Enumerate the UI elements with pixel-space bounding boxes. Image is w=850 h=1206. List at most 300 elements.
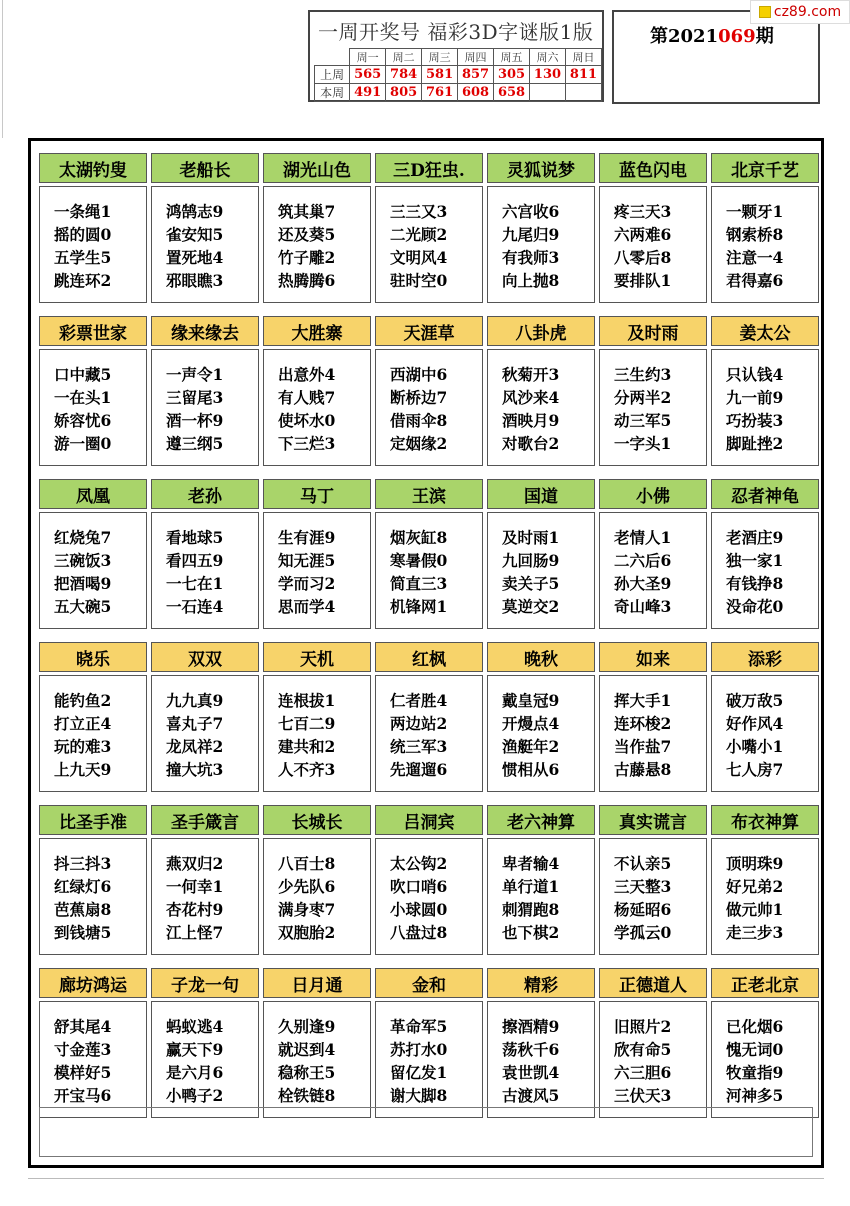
riddle-line: 筑其巢7 — [278, 202, 336, 221]
riddle-card — [487, 968, 595, 1120]
card-author: 彩票世家 — [39, 316, 147, 346]
card-riddles — [151, 1001, 259, 1118]
riddle-card — [151, 479, 259, 631]
riddle-line: 杏花村9 — [166, 900, 224, 919]
riddle-line: 走三步3 — [726, 923, 784, 942]
this-week-label: 本周 — [315, 84, 350, 102]
riddle-card — [39, 642, 147, 794]
draw-number: 565 — [350, 66, 386, 84]
riddle-line: 满身枣7 — [278, 900, 336, 919]
riddle-card — [151, 968, 259, 1120]
riddle-line: 卑者输4 — [502, 854, 560, 873]
riddle-card — [375, 805, 483, 957]
card-riddles — [375, 1001, 483, 1118]
riddle-line: 九回肠9 — [502, 551, 560, 570]
riddle-line: 三天整3 — [614, 877, 672, 896]
riddle-line: 留亿发1 — [390, 1063, 448, 1082]
riddle-line: 定姻缘2 — [390, 434, 448, 453]
riddle-line: 模样好5 — [54, 1063, 112, 1082]
card-author: 姜太公 — [711, 316, 819, 346]
draw-number: 805 — [386, 84, 422, 102]
riddle-line: 出意外4 — [278, 365, 336, 384]
card-author: 大胜寨 — [263, 316, 371, 346]
draw-number — [530, 84, 566, 102]
card-riddles — [39, 186, 147, 303]
logo-text: cz89.com — [773, 4, 842, 20]
riddle-line: 二光顾2 — [390, 225, 448, 244]
riddle-line: 江上怪7 — [166, 923, 224, 942]
card-riddles — [487, 675, 595, 792]
card-author: 凤凰 — [39, 479, 147, 509]
riddle-line: 九尾归9 — [502, 225, 560, 244]
riddle-card — [599, 153, 707, 305]
card-author: 晚秋 — [487, 642, 595, 672]
card-author: 比圣手准 — [39, 805, 147, 835]
card-riddles — [263, 675, 371, 792]
card-riddles — [487, 1001, 595, 1118]
card-author: 太湖钓叟 — [39, 153, 147, 183]
card-author: 正老北京 — [711, 968, 819, 998]
issue-suffix: 期 — [755, 26, 774, 47]
riddle-line: 喜丸子7 — [166, 714, 224, 733]
riddle-card — [599, 642, 707, 794]
riddle-line: 红绿灯6 — [54, 877, 112, 896]
riddle-line: 三碗饭3 — [54, 551, 112, 570]
riddle-card — [39, 805, 147, 957]
riddle-card — [487, 479, 595, 631]
riddle-card — [375, 316, 483, 468]
card-riddles — [375, 512, 483, 629]
riddle-card — [263, 805, 371, 957]
card-author: 北京千艺 — [711, 153, 819, 183]
card-author: 马丁 — [263, 479, 371, 509]
card-author: 老孙 — [151, 479, 259, 509]
riddle-line: 三生约3 — [614, 365, 672, 384]
card-riddles — [151, 838, 259, 955]
riddle-line: 当作盐7 — [614, 737, 672, 756]
card-riddles — [263, 512, 371, 629]
riddle-line: 统三军3 — [390, 737, 448, 756]
riddle-line: 就迟到4 — [278, 1040, 336, 1059]
riddle-line: 断桥边7 — [390, 388, 448, 407]
draw-number: 581 — [422, 66, 458, 84]
riddle-card — [599, 316, 707, 468]
riddle-line: 知无涯5 — [278, 551, 336, 570]
riddle-line: 苏打水0 — [390, 1040, 448, 1059]
riddle-line: 是六月6 — [166, 1063, 224, 1082]
riddle-line: 有人贱7 — [278, 388, 336, 407]
riddle-line: 六三胆6 — [614, 1063, 672, 1082]
card-riddles — [263, 838, 371, 955]
card-author: 老六神算 — [487, 805, 595, 835]
riddle-line: 酒映月9 — [502, 411, 560, 430]
riddle-line: 向上抛8 — [502, 271, 560, 290]
riddle-line: 驻时空0 — [390, 271, 448, 290]
card-author: 双双 — [151, 642, 259, 672]
card-riddles — [263, 1001, 371, 1118]
riddle-line: 古藤悬8 — [614, 760, 672, 779]
riddle-card — [599, 805, 707, 957]
riddle-card — [711, 805, 819, 957]
draw-number: 608 — [458, 84, 494, 102]
riddle-line: 寒暑假0 — [390, 551, 448, 570]
riddle-line: 擦酒精9 — [502, 1017, 560, 1036]
riddle-line: 小鸭子2 — [166, 1086, 224, 1105]
draw-number: 491 — [350, 84, 386, 102]
riddle-line: 看地球5 — [166, 528, 224, 547]
riddle-card — [263, 479, 371, 631]
card-riddles — [151, 349, 259, 466]
riddle-line: 脚趾挫2 — [726, 434, 784, 453]
day-label: 周五 — [494, 49, 530, 66]
riddle-line: 渔艇年2 — [502, 737, 560, 756]
draw-number: 305 — [494, 66, 530, 84]
riddle-line: 两边站2 — [390, 714, 448, 733]
riddle-line: 看四五9 — [166, 551, 224, 570]
riddle-line: 燕双归2 — [166, 854, 224, 873]
card-author: 真实谎言 — [599, 805, 707, 835]
riddle-line: 九一前9 — [726, 388, 784, 407]
riddle-card — [487, 805, 595, 957]
riddle-line: 好兄弟2 — [726, 877, 784, 896]
riddle-line: 一条绳1 — [54, 202, 112, 221]
riddle-line: 开熳点4 — [502, 714, 560, 733]
card-author: 红枫 — [375, 642, 483, 672]
card-riddles — [487, 186, 595, 303]
riddle-line: 七人房7 — [726, 760, 784, 779]
card-author: 湖光山色 — [263, 153, 371, 183]
riddle-line: 还及葵5 — [278, 225, 336, 244]
last-week-row — [315, 66, 602, 84]
day-label: 周一 — [350, 49, 386, 66]
panel-title: 一周开奖号 福彩3D字谜版1版 — [318, 20, 594, 44]
riddle-line: 酒一杯9 — [166, 411, 224, 430]
footer-strip — [39, 1107, 813, 1157]
riddle-line: 牧童指9 — [726, 1063, 784, 1082]
card-riddles — [711, 512, 819, 629]
riddle-card — [263, 316, 371, 468]
day-label: 周日 — [565, 49, 601, 66]
riddle-card — [151, 316, 259, 468]
riddle-line: 机锋网1 — [390, 597, 448, 616]
left-edge-rule — [0, 0, 3, 138]
riddle-line: 栓铁链8 — [278, 1086, 336, 1105]
riddle-line: 杨延昭6 — [614, 900, 672, 919]
riddle-line: 老情人1 — [614, 528, 672, 547]
riddle-line: 置死地4 — [166, 248, 224, 267]
card-riddles — [375, 186, 483, 303]
draw-number: 761 — [422, 84, 458, 102]
riddle-board — [28, 138, 824, 1168]
riddle-line: 到钱塘5 — [54, 923, 112, 942]
card-riddles — [599, 512, 707, 629]
riddle-card — [151, 153, 259, 305]
riddle-line: 先遛遛6 — [390, 760, 448, 779]
riddle-card — [151, 805, 259, 957]
riddle-card — [599, 968, 707, 1120]
riddle-card — [39, 479, 147, 631]
riddle-line: 风沙来4 — [502, 388, 560, 407]
riddle-card — [487, 642, 595, 794]
logo-square-icon — [759, 6, 771, 18]
riddle-line: 愧无词0 — [726, 1040, 784, 1059]
riddle-line: 寸金莲3 — [54, 1040, 112, 1059]
riddle-line: 巧扮装3 — [726, 411, 784, 430]
card-author: 如来 — [599, 642, 707, 672]
card-riddles — [711, 1001, 819, 1118]
card-riddles — [599, 186, 707, 303]
riddle-line: 刺猬跑8 — [502, 900, 560, 919]
riddle-line: 欣有命5 — [614, 1040, 672, 1059]
riddle-card — [39, 968, 147, 1120]
riddle-line: 游一圈0 — [54, 434, 112, 453]
riddle-line: 疼三天3 — [614, 202, 672, 221]
card-riddles — [711, 675, 819, 792]
riddle-card — [487, 316, 595, 468]
riddle-line: 仁者胜4 — [390, 691, 448, 710]
riddle-line: 不认亲5 — [614, 854, 672, 873]
riddle-line: 有我师3 — [502, 248, 560, 267]
card-riddles — [375, 838, 483, 955]
riddle-line: 单行道1 — [502, 877, 560, 896]
card-riddles — [487, 512, 595, 629]
riddle-line: 顶明珠9 — [726, 854, 784, 873]
riddle-line: 热腾腾6 — [278, 271, 336, 290]
card-riddles — [39, 512, 147, 629]
card-author: 三D狂虫. — [375, 153, 483, 183]
riddle-line: 遵三纲5 — [166, 434, 224, 453]
riddle-line: 娇容忧6 — [54, 411, 112, 430]
riddle-card — [375, 479, 483, 631]
card-author: 灵狐说梦 — [487, 153, 595, 183]
riddle-line: 六两难6 — [614, 225, 672, 244]
riddle-line: 太公钩2 — [390, 854, 448, 873]
card-author: 蓝色闪电 — [599, 153, 707, 183]
card-author: 子龙一句 — [151, 968, 259, 998]
riddle-line: 对歌台2 — [502, 434, 560, 453]
riddle-line: 有钱挣8 — [726, 574, 784, 593]
riddle-line: 八零后8 — [614, 248, 672, 267]
riddle-line: 旧照片2 — [614, 1017, 672, 1036]
riddle-line: 一七在1 — [166, 574, 224, 593]
riddle-line: 八百士8 — [278, 854, 336, 873]
riddle-line: 竹子雕2 — [278, 248, 336, 267]
riddle-line: 六宫收6 — [502, 202, 560, 221]
riddle-line: 少先队6 — [278, 877, 336, 896]
riddle-line: 连根拔1 — [278, 691, 336, 710]
riddle-line: 龙凤祥2 — [166, 737, 224, 756]
riddle-line: 莫逆交2 — [502, 597, 560, 616]
issue-panel — [612, 10, 820, 104]
riddle-line: 五学生5 — [54, 248, 112, 267]
riddle-line: 邪眼瞧3 — [166, 271, 224, 290]
riddle-line: 撞大坑3 — [166, 760, 224, 779]
card-riddles — [711, 838, 819, 955]
card-riddles — [151, 512, 259, 629]
card-author: 金和 — [375, 968, 483, 998]
riddle-line: 学孤云0 — [614, 923, 672, 942]
riddle-card — [263, 968, 371, 1120]
riddle-line: 小嘴小1 — [726, 737, 784, 756]
riddle-line: 卖关子5 — [502, 574, 560, 593]
riddle-line: 只认钱4 — [726, 365, 784, 384]
riddle-line: 好作风4 — [726, 714, 784, 733]
riddle-line: 学而习2 — [278, 574, 336, 593]
riddle-line: 简直三3 — [390, 574, 448, 593]
riddle-line: 钢索桥8 — [726, 225, 784, 244]
riddle-line: 没命花0 — [726, 597, 784, 616]
riddle-card — [263, 642, 371, 794]
site-logo[interactable] — [750, 0, 850, 24]
riddle-line: 一何幸1 — [166, 877, 224, 896]
riddle-line: 烟灰缸8 — [390, 528, 448, 547]
card-author: 精彩 — [487, 968, 595, 998]
riddle-line: 红烧兔7 — [54, 528, 112, 547]
card-riddles — [599, 349, 707, 466]
card-riddles — [39, 349, 147, 466]
card-author: 吕洞宾 — [375, 805, 483, 835]
card-author: 忍者神龟 — [711, 479, 819, 509]
riddle-line: 君得嘉6 — [726, 271, 784, 290]
card-riddles — [711, 349, 819, 466]
riddle-card — [487, 153, 595, 305]
card-author: 晓乐 — [39, 642, 147, 672]
riddle-line: 文明风4 — [390, 248, 448, 267]
riddle-card — [263, 153, 371, 305]
day-header-row — [315, 49, 602, 66]
day-label: 周三 — [422, 49, 458, 66]
draw-number — [565, 84, 601, 102]
card-author: 天机 — [263, 642, 371, 672]
card-author: 圣手箴言 — [151, 805, 259, 835]
riddle-line: 做元帅1 — [726, 900, 784, 919]
draw-number: 784 — [386, 66, 422, 84]
riddle-line: 赢天下9 — [166, 1040, 224, 1059]
riddle-line: 要排队1 — [614, 271, 672, 290]
card-riddles — [487, 838, 595, 955]
card-author: 小佛 — [599, 479, 707, 509]
riddle-line: 芭蕉扇8 — [54, 900, 112, 919]
riddle-line: 借雨伞8 — [390, 411, 448, 430]
riddle-line: 已化烟6 — [726, 1017, 784, 1036]
draw-number: 857 — [458, 66, 494, 84]
card-author: 正德道人 — [599, 968, 707, 998]
riddle-line: 五大碗5 — [54, 597, 112, 616]
riddle-line: 一字头1 — [614, 434, 672, 453]
riddle-line: 能钓鱼2 — [54, 691, 112, 710]
riddle-line: 打立正4 — [54, 714, 112, 733]
last-week-label: 上周 — [315, 66, 350, 84]
this-week-row — [315, 84, 602, 102]
riddle-line: 一声令1 — [166, 365, 224, 384]
riddle-line: 一石连4 — [166, 597, 224, 616]
riddle-line: 把酒喝9 — [54, 574, 112, 593]
riddle-line: 动三军5 — [614, 411, 672, 430]
riddle-card — [711, 479, 819, 631]
riddle-line: 秋菊开3 — [502, 365, 560, 384]
riddle-line: 七百二9 — [278, 714, 336, 733]
riddle-line: 一在头1 — [54, 388, 112, 407]
riddle-line: 摇的圆0 — [54, 225, 112, 244]
bottom-rule — [28, 1178, 824, 1179]
riddle-line: 古渡风5 — [502, 1086, 560, 1105]
riddle-card — [711, 153, 819, 305]
riddle-line: 使坏水0 — [278, 411, 336, 430]
riddle-grid — [39, 153, 819, 1120]
card-riddles — [487, 349, 595, 466]
card-author: 王滨 — [375, 479, 483, 509]
riddle-line: 分两半2 — [614, 388, 672, 407]
riddle-line: 玩的难3 — [54, 737, 112, 756]
issue-prefix: 第2021 — [650, 26, 719, 47]
card-riddles — [263, 349, 371, 466]
card-riddles — [599, 675, 707, 792]
riddle-card — [375, 968, 483, 1120]
issue-highlight: 069 — [718, 26, 756, 47]
card-riddles — [151, 186, 259, 303]
day-label: 周四 — [458, 49, 494, 66]
riddle-line: 袁世凯4 — [502, 1063, 560, 1082]
card-author: 天涯草 — [375, 316, 483, 346]
card-author: 日月通 — [263, 968, 371, 998]
riddle-line: 开宝马6 — [54, 1086, 112, 1105]
card-riddles — [151, 675, 259, 792]
riddle-line: 吹口哨6 — [390, 877, 448, 896]
riddle-line: 久别逢9 — [278, 1017, 336, 1036]
draw-number: 658 — [494, 84, 530, 102]
issue-number — [650, 22, 774, 48]
card-author: 布衣神算 — [711, 805, 819, 835]
riddle-line: 鸿鹄志9 — [166, 202, 224, 221]
riddle-line: 老酒庄9 — [726, 528, 784, 547]
card-riddles — [711, 186, 819, 303]
card-riddles — [375, 675, 483, 792]
riddle-line: 蚂蚁逃4 — [166, 1017, 224, 1036]
riddle-line: 跳连环2 — [54, 271, 112, 290]
riddle-line: 小球圆0 — [390, 900, 448, 919]
card-riddles — [39, 675, 147, 792]
riddle-line: 雀安知5 — [166, 225, 224, 244]
card-riddles — [599, 1001, 707, 1118]
riddle-line: 三留尾3 — [166, 388, 224, 407]
riddle-line: 奇山峰3 — [614, 597, 672, 616]
riddle-line: 革命军5 — [390, 1017, 448, 1036]
card-author: 廊坊鸿运 — [39, 968, 147, 998]
card-author: 及时雨 — [599, 316, 707, 346]
riddle-card — [375, 153, 483, 305]
card-author: 八卦虎 — [487, 316, 595, 346]
riddle-line: 注意一4 — [726, 248, 784, 267]
riddle-line: 下三烂3 — [278, 434, 336, 453]
riddle-line: 上九天9 — [54, 760, 112, 779]
riddle-line: 人不齐3 — [278, 760, 336, 779]
riddle-line: 连环梭2 — [614, 714, 672, 733]
day-label: 周二 — [386, 49, 422, 66]
riddle-card — [39, 316, 147, 468]
card-author: 老船长 — [151, 153, 259, 183]
riddle-line: 抖三抖3 — [54, 854, 112, 873]
riddle-line: 舒其尾4 — [54, 1017, 112, 1036]
card-riddles — [263, 186, 371, 303]
riddle-line: 一颗牙1 — [726, 202, 784, 221]
riddle-card — [599, 479, 707, 631]
riddle-line: 独一家1 — [726, 551, 784, 570]
riddle-line: 生有涯9 — [278, 528, 336, 547]
card-riddles — [39, 838, 147, 955]
riddle-line: 思而学4 — [278, 597, 336, 616]
riddle-card — [711, 968, 819, 1120]
riddle-card — [151, 642, 259, 794]
